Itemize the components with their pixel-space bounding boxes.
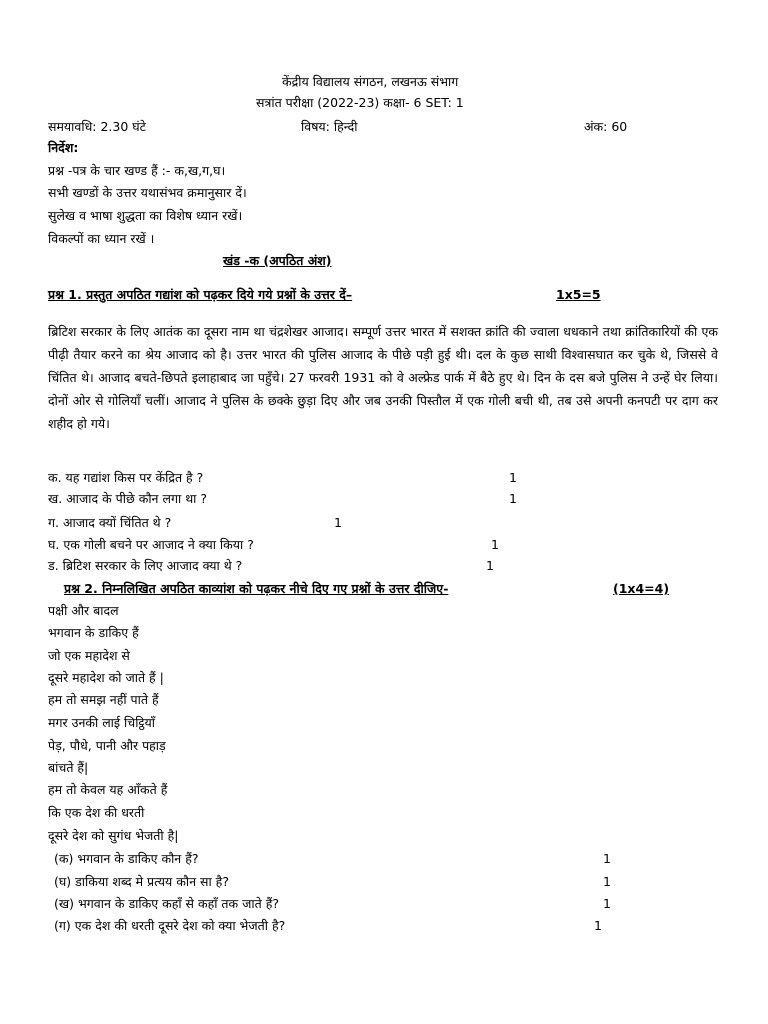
exam-duration: समयावधि: 2.30 घंटे — [48, 119, 146, 134]
question-1-mark: 1 — [491, 537, 499, 552]
exam-subject: विषय: हिन्दी — [301, 119, 358, 134]
question-1-subquestion: ग. आजाद क्यों चिंतित थे ? — [48, 515, 172, 530]
question-2-mark: 1 — [594, 918, 602, 933]
poem-line: दूसरे देश को सुगंध भेजती है| — [48, 828, 179, 843]
instruction-item: प्रश्न -पत्र के चार खण्ड हैं :- क,ख,ग,घ। — [48, 163, 226, 178]
poem-line: दूसरे महादेश को जाते हैं | — [48, 670, 164, 685]
question-2-subquestion: (क) भगवान के डाकिए कौन हैं? — [54, 851, 199, 866]
question-2-mark: 1 — [603, 896, 611, 911]
question-1-mark: 1 — [509, 470, 517, 485]
question-1-title: प्रश्न 1. प्रस्तुत अपठित गद्यांश को पढ़कर दिये गये प्रश्नों के उत्तर दें– — [48, 287, 353, 302]
question-1-passage: ब्रिटिश सरकार के लिए आतंक का दूसरा नाम था चंद्रशेखर आजाद। सम्पूर्ण उत्तर भारत में सशक्त क्रांति की ज्वाला धधकाने तथा क्रांतिकारियों की एक पीढ़ी तैयार करने का श्रेय आजाद को है। उत्तर भारत की पुलिस आजाद के पीछे पड़ी हुई थी। दल के कुछ साथी विश्वासघात कर चुके थे, जिससे वे चिंतित थे। आजाद बचते-छिपते इलाहाबाद जा पहुँचे। 27 फरवरी 1931 को वे अल्फ्रेड पार्क में बैठे हुए थे। दिन के दस बजे पुलिस ने उन्हें घेर लिया। दोनों ओर से गोलियाँ चलीं। आजाद ने पुलिस के छक्के छुड़ा दिए और जब उनकी पिस्तौल में एक गोली बची थी, तब उसे अपनी कनपटी पर दाग कर शहीद हो गये। — [48, 324, 718, 431]
question-1-subquestion: ख. आजाद के पीछे कौन लगा था ? — [48, 491, 208, 506]
poem-line: पेड़, पौधे, पानी और पहाड़ — [48, 738, 166, 753]
exam-title: सत्रांत परीक्षा (2022-23) कक्षा- 6 SET: 1 — [256, 95, 464, 110]
question-1-mark: 1 — [486, 558, 494, 573]
poem-line: हम तो समझ नहीं पाते हैं — [48, 692, 159, 707]
question-2-mark: 1 — [603, 874, 611, 889]
question-1-mark: 1 — [334, 515, 342, 530]
poem-line: मगर उनकी लाई चिट्ठियाँ — [48, 715, 156, 730]
poem-line: पक्षी और बादल — [48, 603, 119, 618]
question-2-subquestion: (घ) डाकिया शब्द मे प्रत्यय कौन सा है? — [54, 874, 229, 889]
instruction-item: विकल्पों का ध्यान रखें । — [48, 231, 155, 246]
instruction-item: सुलेख व भाषा शुद्धता का विशेष ध्यान रखें। — [48, 208, 243, 223]
question-1-marks: 1x5=5 — [556, 287, 601, 302]
question-1-subquestion: घ. एक गोली बचने पर आजाद ने क्या किया ? — [48, 537, 254, 552]
section-heading: खंड -क (अपठित अंश) — [223, 253, 332, 268]
instructions-heading: निर्देश: — [48, 140, 79, 155]
question-1-subquestion: ड. ब्रिटिश सरकार के लिए आजाद क्या थे ? — [48, 558, 243, 573]
question-2-mark: 1 — [603, 851, 611, 866]
question-2-title: प्रश्न 2. निम्नलिखित अपठित काव्यांश को पढ़कर नीचे दिए गए प्रश्नों के उत्तर दीजिए- — [64, 581, 449, 596]
poem-line: कि एक देश की धरती — [48, 805, 145, 820]
question-1-subquestion: क. यह गद्यांश किस पर केंद्रित है ? — [48, 470, 204, 485]
question-1-mark: 1 — [509, 491, 517, 506]
instruction-item: सभी खण्डों के उत्तर यथासंभव क्रमानुसार दें। — [48, 185, 247, 200]
exam-marks: अंक: 60 — [584, 119, 628, 134]
poem-line: हम तो केवल यह आँकते हैं — [48, 782, 168, 797]
poem-line: भगवान के डाकिए हैं — [48, 625, 139, 640]
question-2-marks: (1x4=4) — [613, 581, 670, 596]
question-2-subquestion: (ख) भगवान के डाकिए कहाँ से कहाँ तक जाते हैं? — [54, 896, 279, 911]
question-2-subquestion: (ग) एक देश की धरती दूसरे देश को क्या भेजती है? — [54, 918, 286, 933]
poem-line: बांचते हैं| — [48, 760, 89, 775]
poem-line: जो एक महादेश से — [48, 648, 130, 663]
org-name: केंद्रीय विद्यालय संगठन, लखनऊ संभाग — [282, 74, 459, 89]
